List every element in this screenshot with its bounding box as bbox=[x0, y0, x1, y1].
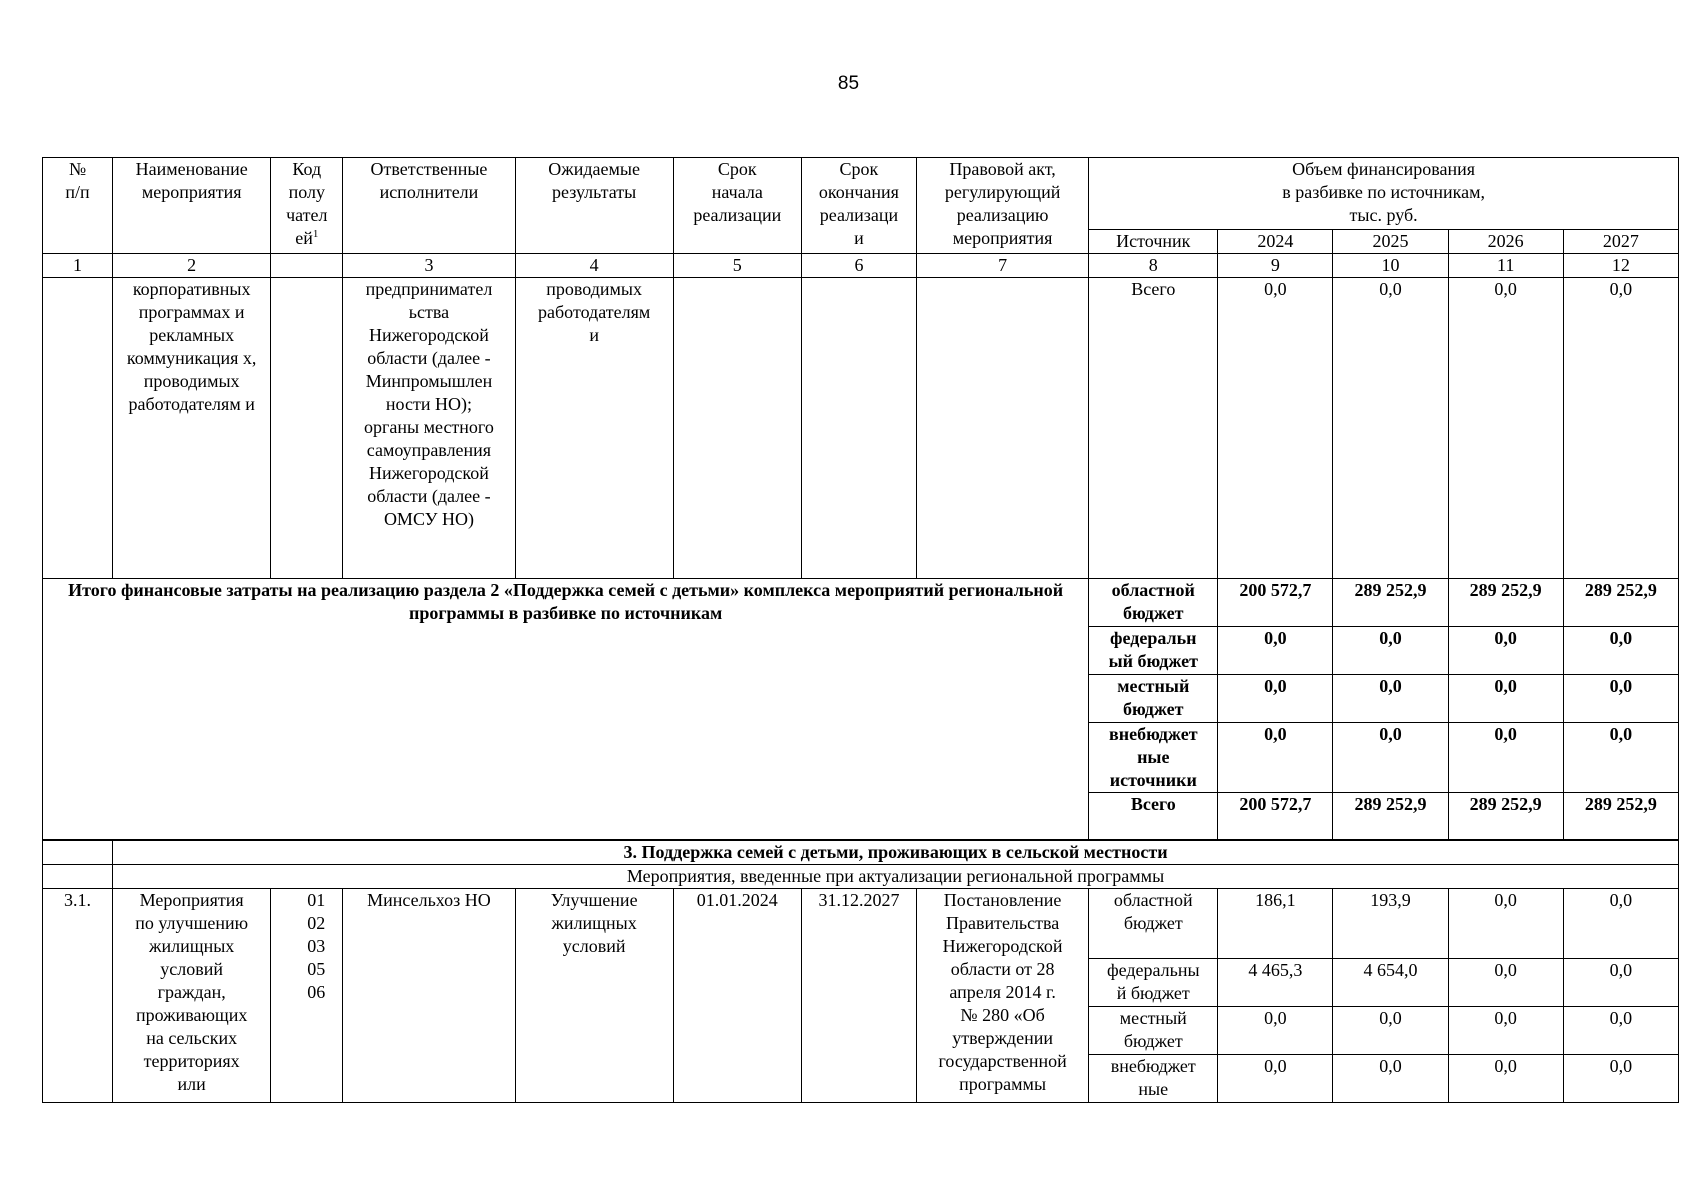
total-value: 0,0 bbox=[1448, 723, 1563, 793]
total-value: 289 252,9 bbox=[1563, 793, 1678, 840]
header-year: 2026 bbox=[1448, 230, 1563, 254]
total-value: 0,0 bbox=[1563, 627, 1678, 675]
col-number: 4 bbox=[515, 254, 673, 278]
row-3-1-num: 3.1. bbox=[43, 888, 113, 1102]
header-act: Правовой акт, регулирующий реализацию мероприятия bbox=[917, 158, 1089, 254]
row-3-1-value: 0,0 bbox=[1563, 1006, 1678, 1054]
col-number: 2 bbox=[113, 254, 271, 278]
row-3-1-source: федеральны й бюджет bbox=[1089, 958, 1218, 1006]
continuation-row bbox=[43, 278, 1679, 579]
total-value: 289 252,9 bbox=[1333, 579, 1448, 627]
header-year: 2025 bbox=[1333, 230, 1448, 254]
col-number: 12 bbox=[1563, 254, 1678, 278]
col-number: 3 bbox=[343, 254, 515, 278]
row-3-1-value: 186,1 bbox=[1218, 888, 1333, 958]
row-3-1-value: 0,0 bbox=[1563, 958, 1678, 1006]
total-source: федеральн ый бюджет bbox=[1089, 627, 1218, 675]
col-number: 8 bbox=[1089, 254, 1218, 278]
total-value: 0,0 bbox=[1218, 723, 1333, 793]
row-3-1-expected: Улучшение жилищных условий bbox=[515, 888, 673, 1102]
total-value: 289 252,9 bbox=[1563, 579, 1678, 627]
total-source: внебюджет ные источники bbox=[1089, 723, 1218, 793]
total-value: 0,0 bbox=[1448, 627, 1563, 675]
col-number: 11 bbox=[1448, 254, 1563, 278]
row-3-1-value: 0,0 bbox=[1448, 958, 1563, 1006]
col-number: 1 bbox=[43, 254, 113, 278]
col-number: 10 bbox=[1333, 254, 1448, 278]
header-year: 2024 bbox=[1218, 230, 1333, 254]
total-value: 0,0 bbox=[1218, 627, 1333, 675]
total-row bbox=[43, 579, 1679, 627]
row-3-1-source: внебюджет ные bbox=[1089, 1054, 1218, 1102]
funding-table bbox=[42, 157, 1679, 1103]
page-number: 85 bbox=[837, 73, 860, 94]
header-row bbox=[43, 158, 1679, 230]
row-3-1-act: Постановление Правительства Нижегородской области от 28 апреля 2014 г. № 280 «Об утверждении государственной программы bbox=[917, 888, 1089, 1102]
total-value: 0,0 bbox=[1333, 723, 1448, 793]
total-value: 289 252,9 bbox=[1448, 579, 1563, 627]
row-3-1-value: 0,0 bbox=[1218, 1054, 1333, 1102]
cont-value: 0,0 bbox=[1448, 278, 1563, 579]
col-number: 7 bbox=[917, 254, 1089, 278]
row-3-1-name: Мероприятия по улучшению жилищных условий граждан, проживающих на сельских территориях или bbox=[113, 888, 271, 1102]
row-3-1-source: областной бюджет bbox=[1089, 888, 1218, 958]
header-source: Источник bbox=[1089, 230, 1218, 254]
cont-source: Всего bbox=[1089, 278, 1218, 579]
total-value: 0,0 bbox=[1333, 675, 1448, 723]
total-source: областной бюджет bbox=[1089, 579, 1218, 627]
row-3-1-value: 4 654,0 bbox=[1333, 958, 1448, 1006]
row-3-1-codes: 01 02 03 05 06 bbox=[271, 888, 343, 1102]
row-3-1-value: 4 465,3 bbox=[1218, 958, 1333, 1006]
row-3-1-value: 193,9 bbox=[1333, 888, 1448, 958]
row-3-1-value: 0,0 bbox=[1448, 888, 1563, 958]
header-num: № п/п bbox=[43, 158, 113, 254]
total-value: 0,0 bbox=[1333, 627, 1448, 675]
cont-end bbox=[801, 278, 916, 579]
header-funding: Объем финансирования в разбивке по источникам, тыс. руб. bbox=[1089, 158, 1679, 230]
row-3-1-value: 0,0 bbox=[1218, 1006, 1333, 1054]
header-name: Наименование мероприятия bbox=[113, 158, 271, 254]
cont-responsible: предпринимател ьства Нижегородской области (далее - Минпромышлен ности НО); органы местного самоуправления Нижегородской области (далее - ОМСУ НО) bbox=[343, 278, 515, 579]
cont-code bbox=[271, 278, 343, 579]
row-3-1-value: 0,0 bbox=[1563, 888, 1678, 958]
header-responsible: Ответственные исполнители bbox=[343, 158, 515, 254]
cont-value: 0,0 bbox=[1218, 278, 1333, 579]
row-3-1 bbox=[43, 888, 1679, 958]
header-start: Срок начала реализации bbox=[673, 158, 801, 254]
col-number: 5 bbox=[673, 254, 801, 278]
col-number: 9 bbox=[1218, 254, 1333, 278]
header-code bbox=[271, 158, 343, 254]
col-number: 6 bbox=[801, 254, 916, 278]
cont-name: корпоративных программах и рекламных коммуникация х, проводимых работодателям и bbox=[113, 278, 271, 579]
cont-start bbox=[673, 278, 801, 579]
row-3-1-value: 0,0 bbox=[1448, 1006, 1563, 1054]
cont-value: 0,0 bbox=[1333, 278, 1448, 579]
header-code-footnote: 1 bbox=[312, 228, 319, 240]
total-source: местный бюджет bbox=[1089, 675, 1218, 723]
cont-num bbox=[43, 278, 113, 579]
total-value: 0,0 bbox=[1563, 675, 1678, 723]
total-value: 289 252,9 bbox=[1333, 793, 1448, 840]
row-3-1-value: 0,0 bbox=[1333, 1006, 1448, 1054]
total-label: Итого финансовые затраты на реализацию раздела 2 «Поддержка семей с детьми» комплекса мероприятий региональной программы в разбивке по источникам bbox=[43, 579, 1089, 840]
section-title: 3. Поддержка семей с детьми, проживающих в сельской местности bbox=[113, 840, 1679, 865]
section-subtitle-row bbox=[43, 864, 1679, 888]
total-source: Всего bbox=[1089, 793, 1218, 840]
row-3-1-responsible: Минсельхоз НО bbox=[343, 888, 515, 1102]
row-3-1-start: 01.01.2024 bbox=[673, 888, 801, 1102]
section-title-row bbox=[43, 840, 1679, 865]
row-3-1-source: местный бюджет bbox=[1089, 1006, 1218, 1054]
total-value: 0,0 bbox=[1448, 675, 1563, 723]
col-number-empty bbox=[271, 254, 343, 278]
cont-act bbox=[917, 278, 1089, 579]
section-subtitle-num bbox=[43, 864, 113, 888]
section-subtitle: Мероприятия, введенные при актуализации региональной программы bbox=[113, 864, 1679, 888]
total-value: 200 572,7 bbox=[1218, 579, 1333, 627]
total-value: 200 572,7 bbox=[1218, 793, 1333, 840]
row-3-1-value: 0,0 bbox=[1448, 1054, 1563, 1102]
column-numbers-row bbox=[43, 254, 1679, 278]
header-code-text: Код полу чател ей bbox=[286, 159, 328, 248]
section-title-num bbox=[43, 840, 113, 865]
header-expected: Ожидаемые результаты bbox=[515, 158, 673, 254]
total-value: 0,0 bbox=[1218, 675, 1333, 723]
row-3-1-value: 0,0 bbox=[1563, 1054, 1678, 1102]
cont-value: 0,0 bbox=[1563, 278, 1678, 579]
row-3-1-end: 31.12.2027 bbox=[801, 888, 916, 1102]
total-value: 0,0 bbox=[1563, 723, 1678, 793]
cont-expected: проводимых работодателям и bbox=[515, 278, 673, 579]
row-3-1-value: 0,0 bbox=[1333, 1054, 1448, 1102]
total-value: 289 252,9 bbox=[1448, 793, 1563, 840]
header-year: 2027 bbox=[1563, 230, 1678, 254]
header-end: Срок окончания реализаци и bbox=[801, 158, 916, 254]
